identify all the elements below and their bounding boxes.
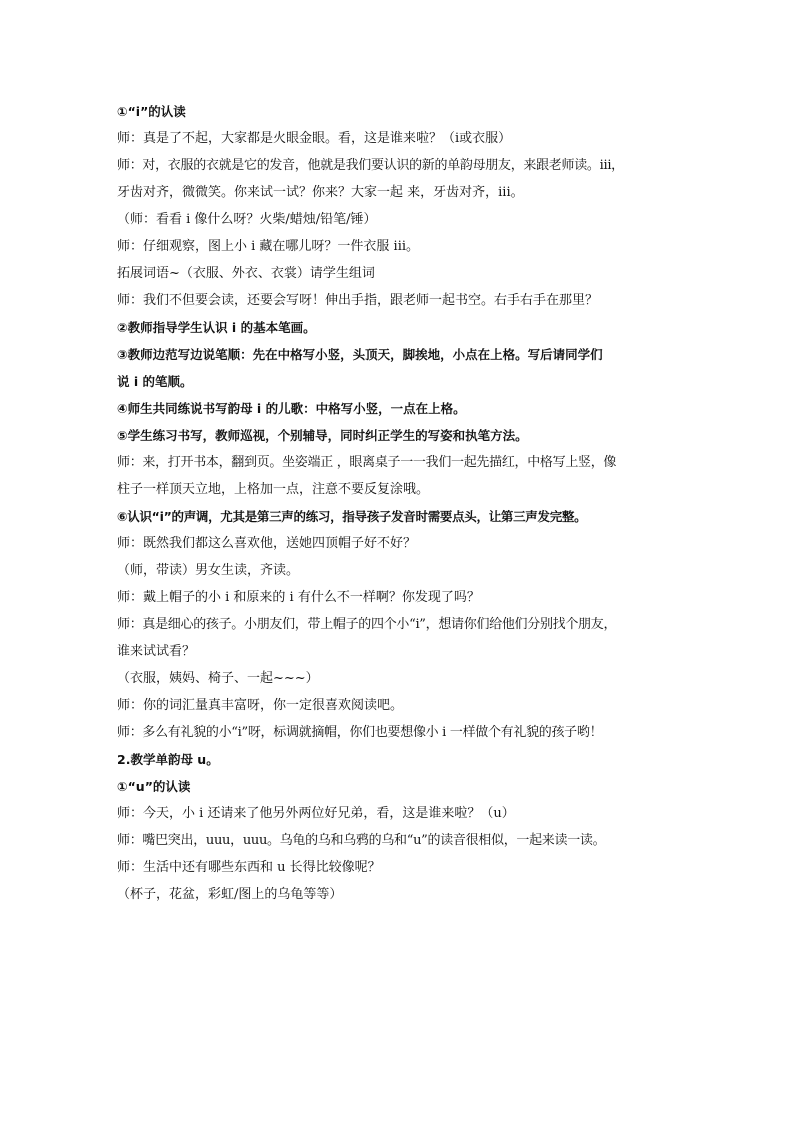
paragraph-line: 师：来，打开书本，翻到页。坐姿端正 ，眼离桌子一一我们一起先描红，中格写上竖，像 [117, 455, 617, 470]
step-heading-2: ②教师指导学生认识 i 的基本笔画。 [117, 320, 316, 335]
paragraph-line: （杯子，花盆，彩虹/图上的乌龟等等） [117, 887, 343, 902]
paragraph-line: 师：生活中还有哪些东西和 u 长得比较像呢？ [117, 860, 381, 875]
step-heading-3-continued: 说 i 的笔顺。 [117, 374, 193, 389]
paragraph-line: 师：既然我们都这么喜欢他，送她四顶帽子好不好？ [117, 536, 417, 551]
paragraph-line: 师：多么有礼貌的小“i”呀，标调就摘帽，你们也要想像小 i 一样做个有礼貌的孩子哟！ [117, 725, 603, 740]
paragraph-line: 师：你的词汇量真丰富呀，你一定很喜欢阅读吧。 [117, 698, 404, 713]
step-heading-4: ④师生共同练说书写韵母 i 的儿歌：中格写小竖，一点在上格。 [117, 401, 466, 416]
paragraph-line: 师：真是了不起，大家都是火眼金眼。看，这是谁来啦？（i或衣服） [117, 131, 512, 146]
step-heading-6: ⑥认识“i”的声调，尤其是第三声的练习，指导孩子发音时需要点头，让第三声发完整。 [117, 509, 587, 524]
paragraph-line: 师：真是细心的孩子。小朋友们，带上帽子的四个小“i”，想请你们给他们分别找个朋友， [117, 617, 617, 632]
paragraph-line: （师：看看 i 像什么呀？火柴/蜡烛/铅笔/锤） [117, 212, 377, 227]
step-heading-5: ⑤学生练习书写，教师巡视，个别辅导，同时纠正学生的写姿和执笔方法。 [117, 428, 528, 443]
paragraph-line: 拓展词语~（衣服、外衣、衣裳）请学生组词 [117, 266, 375, 281]
paragraph-line: 师：戴上帽子的小 i 和原来的 i 有什么不一样啊？你发现了吗？ [117, 590, 480, 605]
paragraph-line: 师：我们不但要会读，还要会写呀！伸出手指，跟老师一起书空。右手右手在那里？ [117, 293, 599, 308]
paragraph-line: 师：仔细观察，图上小 i 藏在哪儿呀？一件衣服 iii。 [117, 239, 420, 254]
paragraph-line: 师：对，衣服的衣就是它的发音，他就是我们要认识的新的单韵母朋友，来跟老师读。iii， [117, 158, 624, 173]
paragraph-line: （师，带读）男女生读，齐读。 [117, 563, 300, 578]
section-heading-u-reading: ①“u”的认读 [117, 779, 191, 794]
step-heading-3: ③教师边范写边说笔顺：先在中格写小竖，头顶天，脚挨地，小点在上格。写后请同学们 [117, 347, 603, 362]
paragraph-line: （衣服，姨妈、椅子、一起~~~） [117, 671, 319, 686]
paragraph-line: 柱子一样顶天立地，上格加一点，注意不要反复涂哦。 [117, 482, 430, 497]
paragraph-line: 师：嘴巴突出，uuu，uuu。乌龟的乌和乌鸦的乌和“u”的读音很相似，一起来读一读。 [117, 833, 606, 848]
paragraph-line: 牙齿对齐，微微笑。你来试一试？你来？大家一起 来，牙齿对齐，iii。 [117, 185, 524, 200]
paragraph-line: 师：今天，小 i 还请来了他另外两位好兄弟，看，这是谁来啦？（u） [117, 806, 515, 821]
section-heading-teach-u: 2.教学单韵母 u。 [117, 752, 219, 767]
document-page [117, 98, 687, 908]
paragraph-line: 谁来试试看？ [117, 644, 196, 659]
section-heading-i-reading: ①“i”的认读 [117, 104, 186, 119]
